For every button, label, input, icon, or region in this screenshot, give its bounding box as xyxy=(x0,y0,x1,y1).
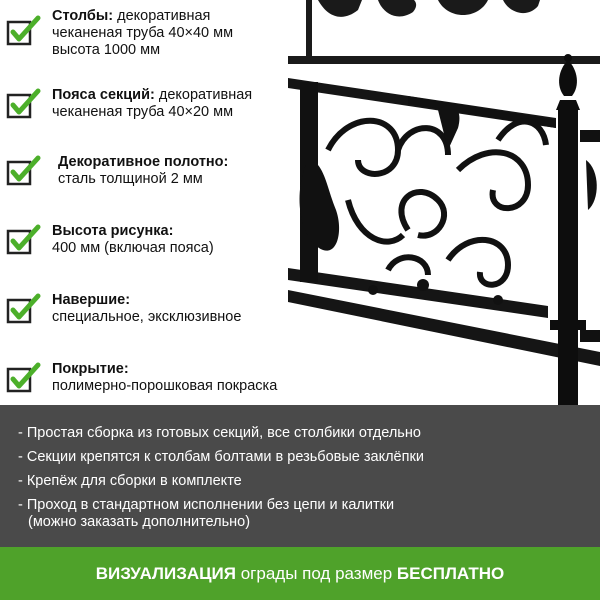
features-list xyxy=(0,405,600,531)
banner-bold-free: БЕСПЛАТНО xyxy=(396,564,505,583)
features-panel xyxy=(0,405,600,547)
spec-line: полимерно-порошковая покраска xyxy=(52,378,278,394)
visualization-banner xyxy=(0,547,600,600)
feature-item: - Секции крепятся к столбам болтами в резьбовые заклёпки xyxy=(18,449,424,465)
feature-item: (можно заказать дополнительно) xyxy=(28,514,251,530)
spec-line: сталь толщиной 2 мм xyxy=(58,171,203,187)
spec-line: высота 1000 мм xyxy=(52,42,161,58)
feature-item: - Простая сборка из готовых секций, все столбики отдельно xyxy=(18,425,421,441)
feature-item: - Крепёж для сборки в комплекте xyxy=(18,473,242,489)
checkbox-check-icon xyxy=(6,223,42,259)
spec-title: Высота рисунка: xyxy=(52,223,174,239)
spec-line: декоративная xyxy=(117,8,211,24)
checkbox-check-icon xyxy=(6,292,42,328)
checkbox-check-icon xyxy=(6,14,42,50)
spec-title: Пояса секций: xyxy=(52,87,155,103)
spec-title: Столбы: xyxy=(52,8,114,24)
checkbox-check-icon xyxy=(6,154,42,190)
banner-text: ограды под размер xyxy=(236,564,397,583)
banner-bold-lead: ВИЗУАЛИЗАЦИЯ xyxy=(95,564,236,583)
spec-line: чеканеная труба 40×20 мм xyxy=(52,104,234,120)
spec-line: специальное, эксклюзивное xyxy=(52,309,242,325)
specs-list xyxy=(0,0,330,405)
spec-line: декоративная xyxy=(158,87,253,103)
checkbox-check-icon xyxy=(6,87,42,123)
spec-title: Покрытие: xyxy=(52,361,129,377)
feature-item: - Проход в стандартном исполнении без цепи и калитки xyxy=(18,497,395,513)
spec-title: Навершие: xyxy=(52,292,131,308)
spec-title: Декоративное полотно: xyxy=(58,154,229,170)
fence-product-image xyxy=(288,0,600,405)
spec-line: 400 мм (включая пояса) xyxy=(52,240,214,256)
spec-line: чеканеная труба 40×40 мм xyxy=(52,25,234,41)
checkbox-check-icon xyxy=(6,361,42,397)
